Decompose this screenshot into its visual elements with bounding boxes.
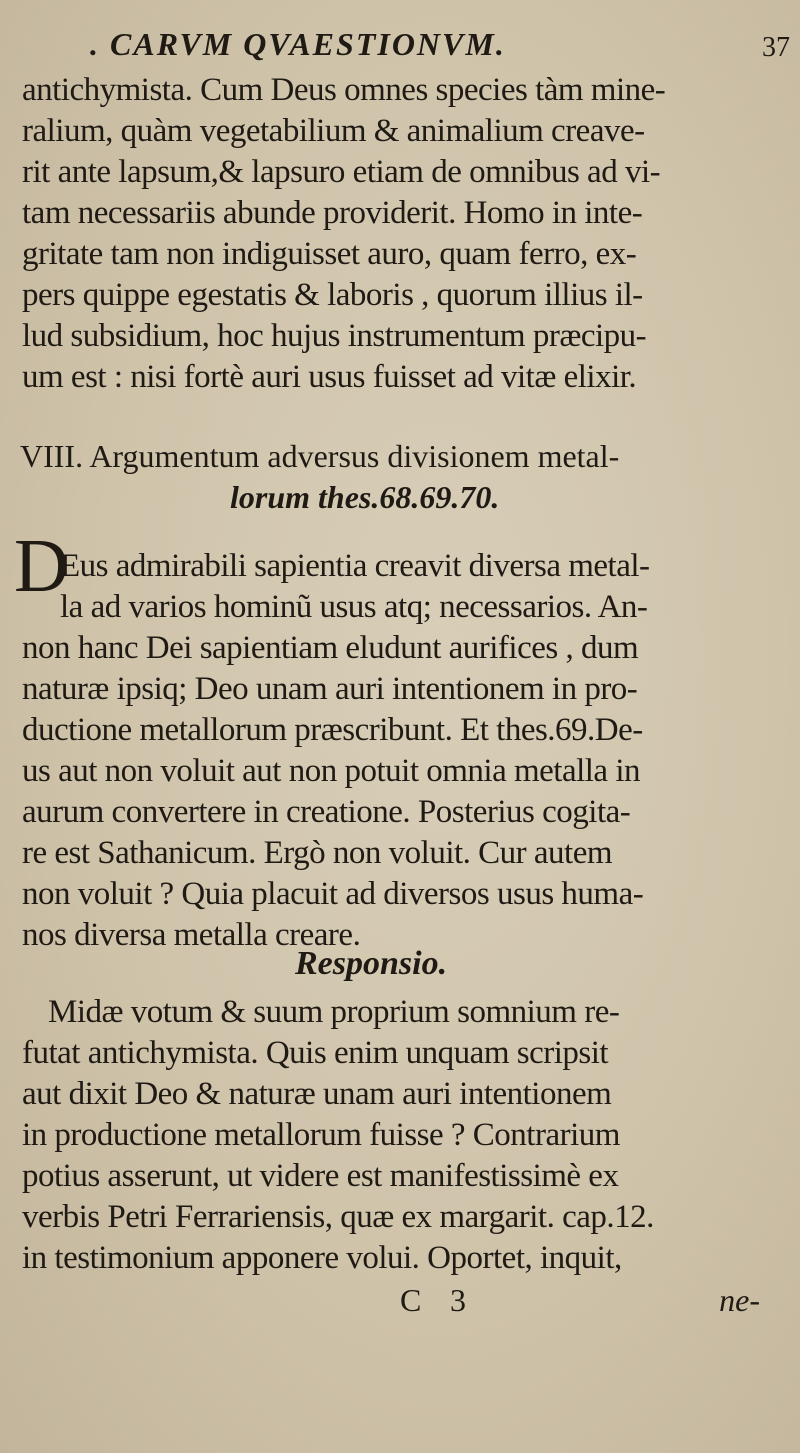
text-line: antichymista. Cum Deus omnes species tàm mine- [22, 72, 666, 108]
text-line: verbis Petri Ferrariensis, quæ ex margarit. cap.12. [22, 1199, 654, 1235]
text-line: ductione metallorum præscribunt. Et thes.69.De- [22, 712, 643, 748]
text-line: nos diversa metalla creare. [22, 917, 361, 953]
page-header [90, 26, 790, 70]
signature-mark: C [400, 1282, 422, 1318]
text-line: Midæ votum & suum proprium somnium re- [48, 994, 620, 1030]
signature-number: 3 [450, 1282, 466, 1318]
text-line: rit ante lapsum,& lapsuro etiam de omnibus ad vi- [22, 154, 661, 190]
text-line: in testimonium apponere volui. Oportet, inquit, [22, 1240, 622, 1276]
text-line: Eus admirabili sapientia creavit diversa metal- [60, 548, 650, 584]
text-line: non voluit ? Quia placuit ad diversos usus huma- [22, 876, 644, 912]
text-line: aut dixit Deo & naturæ unam auri intentionem [22, 1076, 612, 1112]
text-line: naturæ ipsiq; Deo unam auri intentionem in pro- [22, 671, 638, 707]
page-number: 37 [762, 32, 790, 63]
text-line: lud subsidium, hoc hujus instrumentum præcipu- [22, 318, 647, 354]
responsio-heading: Responsio. [295, 945, 448, 982]
section-title-continued: lorum thes.68.69.70. [230, 479, 500, 515]
text-line: pers quippe egestatis & laboris , quorum illius il- [22, 277, 643, 313]
running-head: . CARVM QVAESTIONVM. [90, 26, 506, 62]
text-line: ralium, quàm vegetabilium & animalium creave- [22, 113, 645, 149]
text-line: tam necessariis abunde providerit. Homo in inte- [22, 195, 643, 231]
text-line: in productione metallorum fuisse ? Contrarium [22, 1117, 620, 1153]
text-line: non hanc Dei sapientiam eludunt aurifices , dum [22, 630, 639, 666]
text-line: la ad varios hominũ usus atq; necessarios. An- [60, 589, 648, 625]
text-line: us aut non voluit aut non potuit omnia metalla in [22, 753, 641, 789]
text-line: futat antichymista. Quis enim unquam scripsit [22, 1035, 609, 1071]
text-line: gritate tam non indiguisset auro, quam ferro, ex- [22, 236, 637, 272]
drop-cap: D [14, 524, 69, 608]
section-title: VIII. Argumentum adversus divisionem metal- [20, 438, 620, 474]
catchword: ne- [719, 1282, 760, 1318]
text-line: um est : nisi fortè auri usus fuisset ad vitæ elixir. [22, 359, 637, 395]
text-line: re est Sathanicum. Ergò non voluit. Cur autem [22, 835, 613, 871]
text-line: potius asserunt, ut videre est manifestissimè ex [22, 1158, 619, 1194]
text-line: aurum convertere in creatione. Posterius cogita- [22, 794, 631, 830]
